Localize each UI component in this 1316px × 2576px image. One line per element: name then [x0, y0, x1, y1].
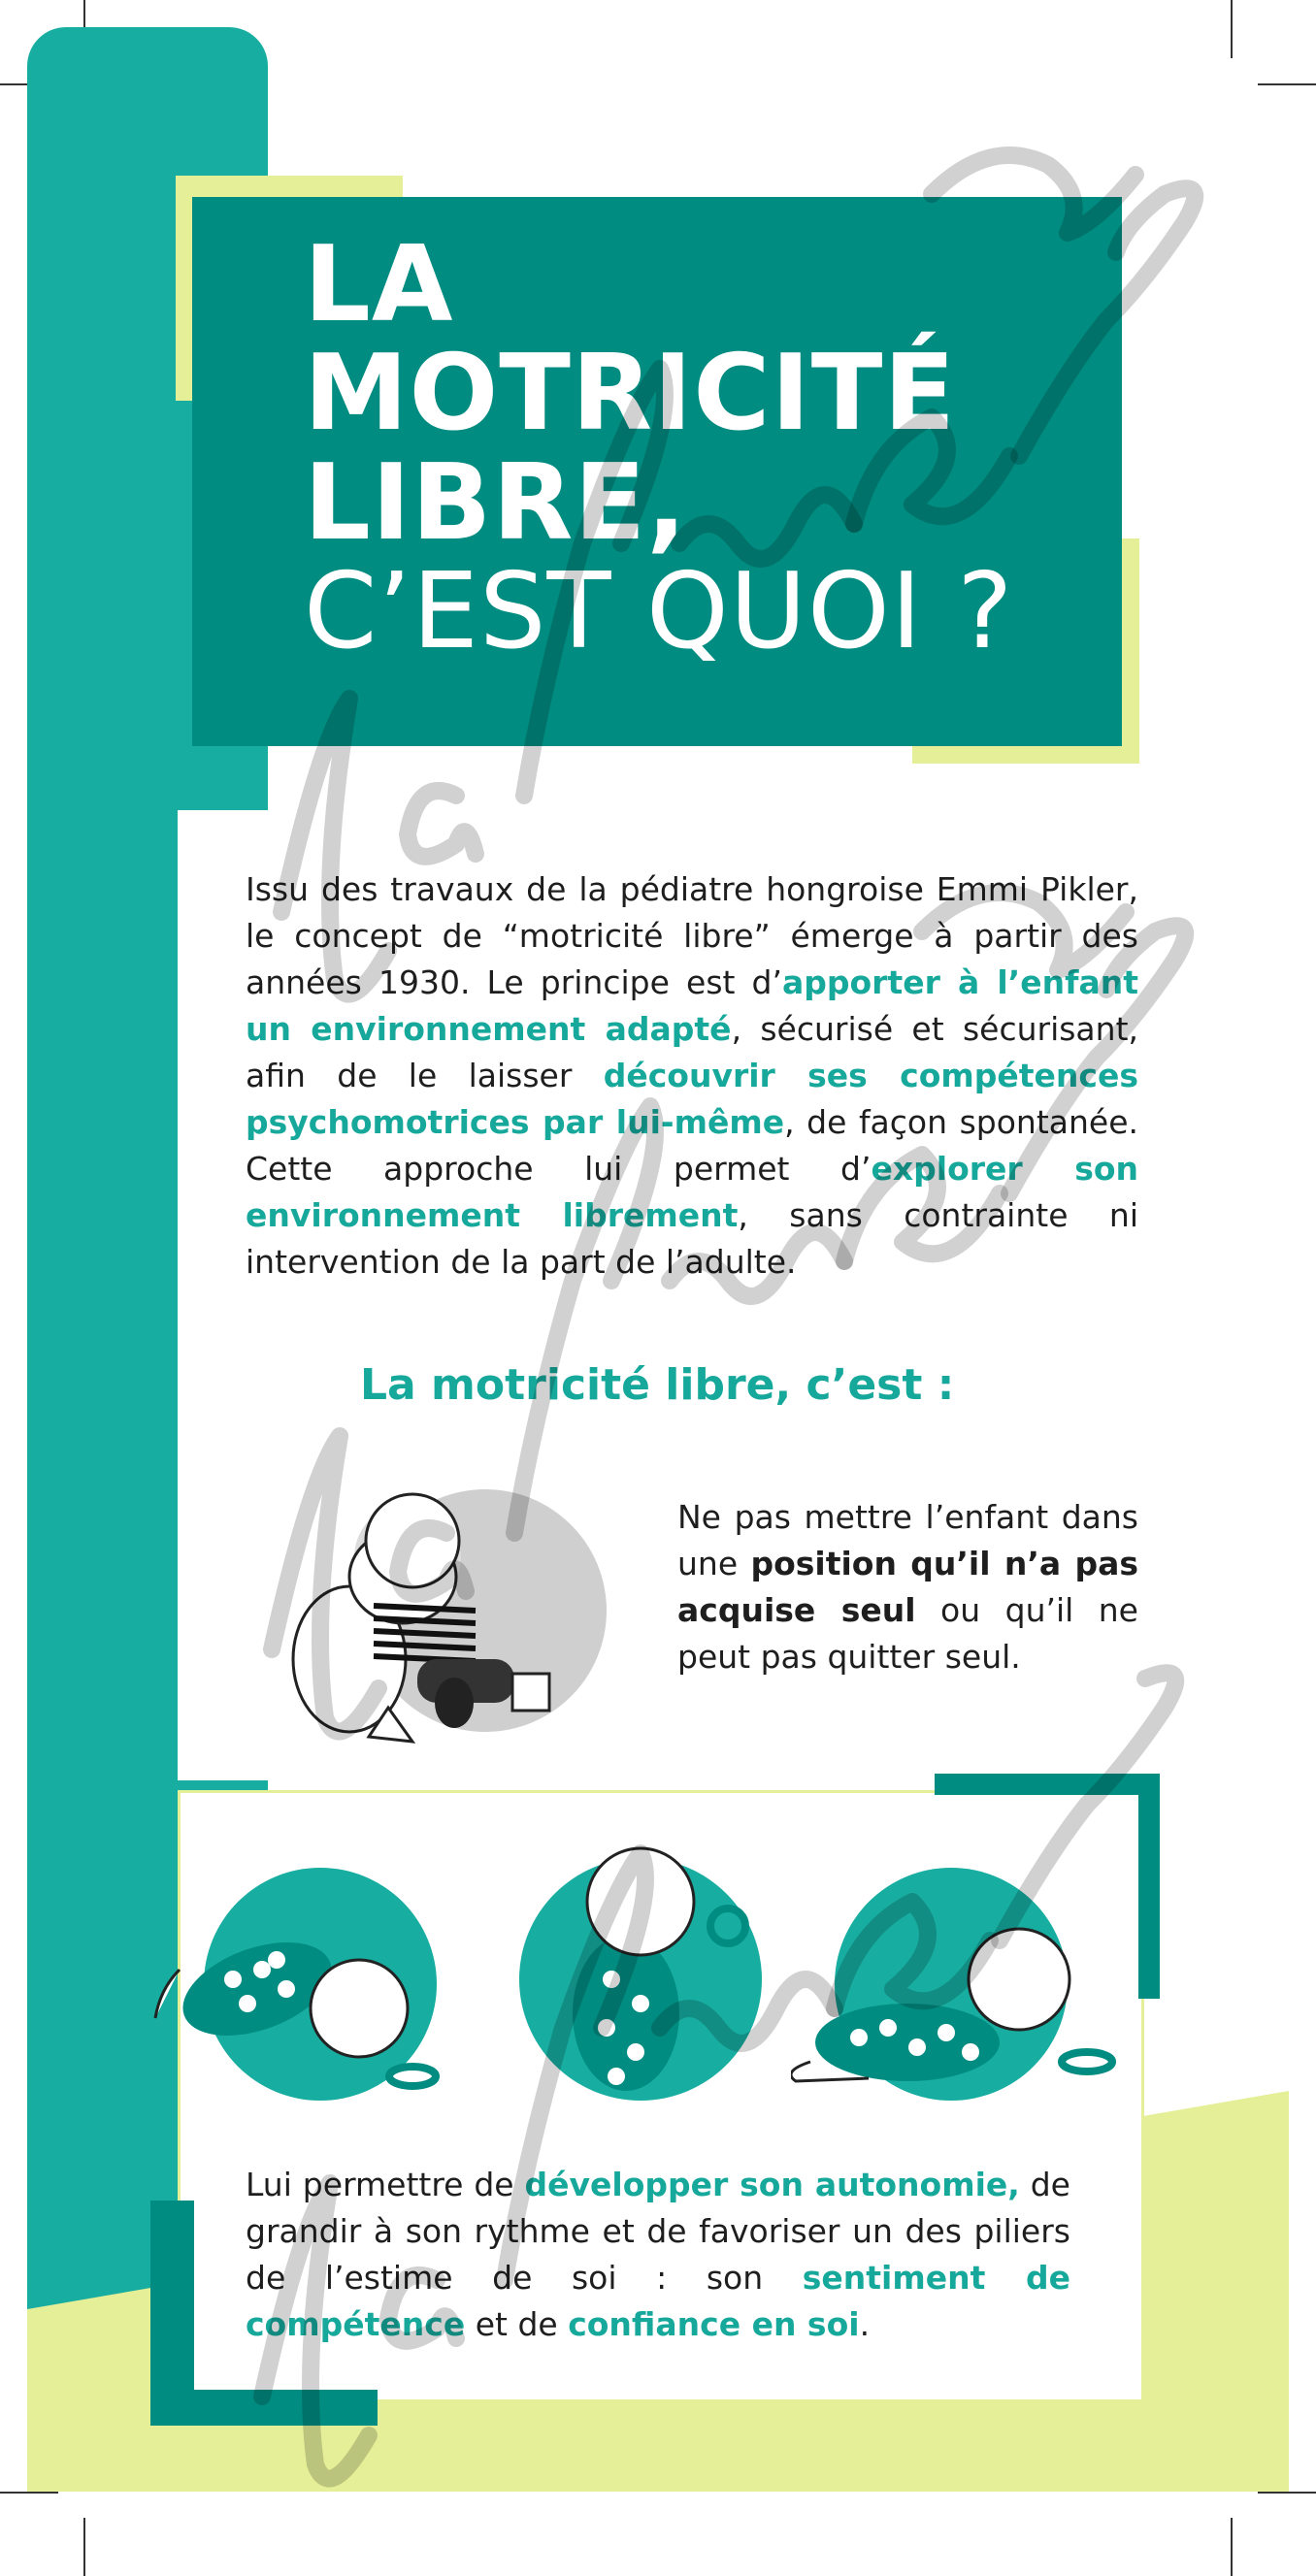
baby-crawling-illustration [791, 1863, 1140, 2125]
bold-text: position qu’il n’a pas acquise seul [677, 1545, 1138, 1629]
highlight-text: confiance en soi [568, 2305, 860, 2343]
page-title [304, 224, 1080, 672]
intro-paragraph: Issu des travaux de la pédiatre hongroise Emmi Pikler, le concept de “motricité libre” émerge à partir des années 1930. Le principe est d’apporter à l’enfant un environnement adapté, sécurisé et sécurisant, afin de le laisser découvrir ses compétences psychomotrices par lui-même, de façon spontanée. Cette approche lui permet d’explorer son environnement librement, sans contrainte ni intervention de la part de l’adulte. [246, 870, 1139, 1281]
title-line-3: LIBRE, [304, 441, 688, 564]
title-line-4: C’EST QUOI ? [304, 550, 1014, 672]
highlight-text: sentiment de compétence [246, 2259, 1070, 2343]
title-line-2: MOTRICITÉ [304, 333, 957, 455]
highlight-text: apporter à l’enfant un environnement adapté [246, 963, 1138, 1048]
highlight-text: découvrir ses compétences psychomotrices par lui-même [246, 1057, 1138, 1141]
item-2-text: Lui permettre de développer son autonomie, de grandir à son rythme et de favoriser un des piliers de l’estime de soi : son sentiment de compétence et de confiance en soi. [246, 2166, 1070, 2343]
section-subtitle: La motricité libre, c’est : [360, 1360, 955, 1410]
baby-lying-illustration [141, 1863, 471, 2135]
baby-rolling-illustration [495, 1834, 806, 2144]
title-line-1: LA [304, 224, 454, 345]
baby-sitting-illustration [291, 1475, 641, 1766]
highlight-text: développer son autonomie, [524, 2166, 1020, 2203]
item-1-text: Ne pas mettre l’enfant dans une position qu’il n’a pas acquise seul ou qu’il ne peut pas quitter seul. [677, 1498, 1138, 1676]
highlight-text: explorer son environnement librement [246, 1150, 1139, 1234]
